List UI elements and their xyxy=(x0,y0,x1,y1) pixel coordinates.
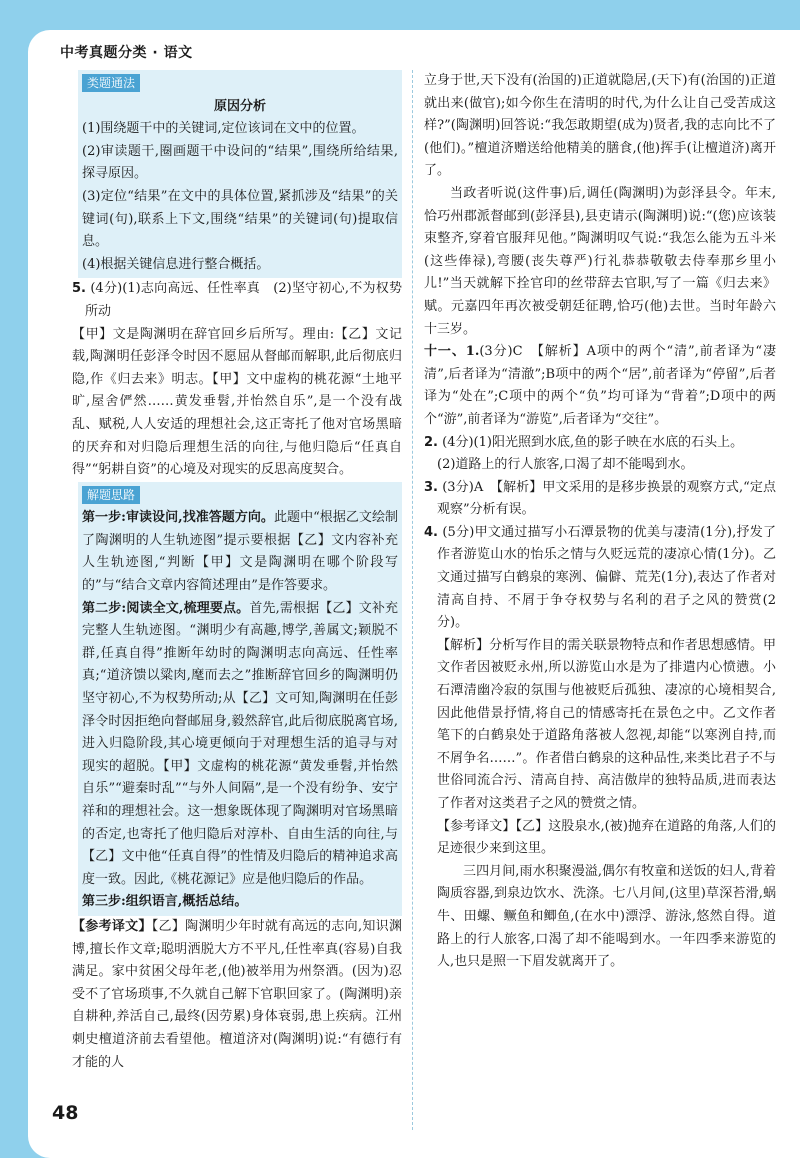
header-title: 中考真题分类 · 语文 xyxy=(60,45,193,61)
q5-answer: 5. (4分)(1)志向高远、任性率真 (2)坚守初心,不为权势所动 xyxy=(72,281,402,319)
column-divider xyxy=(412,70,413,1130)
reference-translation-para2: 当政者听说(这件事)后,调任(陶渊明)为彭泽县令。年末,恰巧州郡派督邮到(彭泽县),县吏请示(陶渊明)说:“(您)应该装束整齐,穿着官服拜见他。”陶渊明叹气说:“我怎么能为五斗米(这些俸禄),弯腰(丧失尊严)行礼恭恭敬敬去侍奉那乡里小儿!”当天就解下拴官印的丝带辞去官职,写了一篇《归去来》赋。元嘉四年再次被受朝廷征聘,恰巧(他)去世。当时年龄六十三岁。 xyxy=(424,185,776,337)
reference-translation: 【参考译文】【乙】陶渊明少年时就有高远的志向,知识渊博,擅长作文章;聪明洒脱大方不平凡,任性率真(容易)自我满足。家中贫困父母年老,(他)被举用为州祭酒。(因为)忍受不了官场琐事,不久就自己解下官职回家了。(陶渊明)亲自耕种,养活自己,最终(因劳累)身体衰弱,患上疾病。江州刺史檀道济前去看望他。檀道济对(陶渊明)说:“有德行有才能的人 xyxy=(72,918,402,1070)
method-tag: 类题通法 xyxy=(82,74,140,92)
page xyxy=(28,30,800,1158)
right-column xyxy=(424,70,776,974)
step3: 第三步:组织语言,概括总结。 xyxy=(82,894,248,910)
step1: 第一步:审读设问,找准答题方向。此题中“根据乙文绘制了陶渊明的人生轨迹图”提示要根据【乙】文内容补充人生轨迹图,“判断【甲】文是陶渊明在哪个阶段写的”与“结合文章内容简述理由”是作答要求。 xyxy=(82,510,398,594)
q11-2: 2. (4分)(1)阳光照到水底,鱼的影子映在水底的石头上。 xyxy=(424,434,744,450)
q11-1: 十一、1.(3分)C 【解析】A项中的两个“清”,前者译为“凄清”,后者译为“清澈”;B项中的两个“居”,前者译为“停留”,后者译为“处在”;C项中的两个“负”均可译为“背着”;D项中的两个“游”,前者译为“游览”,后者译为“交往”。 xyxy=(424,344,776,427)
q5-number: 5. xyxy=(72,281,86,297)
reference-translation-2: 【参考译文】【乙】这股泉水,(被)抛弃在道路的角落,人们的足迹很少来到这里。 xyxy=(437,818,776,857)
method-step: (2)审读题干,圈画题干中设问的“结果”,围绕所给结果,探寻原因。 xyxy=(82,143,398,182)
q11-3: 3. (3分)A 【解析】甲文采用的是移步换景的观察方式,“定点观察”分析有误。 xyxy=(424,479,776,518)
left-column xyxy=(72,70,402,1074)
section-eleven-label: 十一、 xyxy=(424,344,466,360)
q5-explain: 【甲】文是陶渊明在辞官回乡后所写。理由:【乙】文记载,陶渊明任彭泽令时因不愿屈从督邮而解职,此后彻底归隐,作《归去来》明志。【甲】文中虚构的桃花源“土地平旷,屋舍俨然……黄发垂髫,并怡然自乐”,是一个没有战乱、赋税,人人安适的理想社会,这正寄托了他对官场黑暗的厌弃和对归隐后理想生活的向往,与他归隐后“任真自得”“躬耕自资”的心境及对现实的反思高度契合。 xyxy=(72,326,402,478)
method-step: (4)根据关键信息进行整合概括。 xyxy=(82,256,270,272)
q11-4: 4. (5分)甲文通过描写小石潭景物的优美与凄清(1分),抒发了作者游览山水的怡乐之情与久贬远荒的凄凉心情(1分)。乙文通过描写白鹤泉的寒洌、偏僻、荒芜(1分),表达了作者对清高自持、不屑于争夺权势与名利的君子之风的赞赏(2分)。 xyxy=(424,524,776,631)
method-title: 原因分析 xyxy=(213,98,266,114)
page-number: 48 xyxy=(52,1102,79,1124)
step2: 第二步:阅读全文,梳理要点。首先,需根据【乙】文补充完整人生轨迹图。“渊明少有高趣,博学,善属文;颖脱不群,任真自得”推断年幼时的陶渊明志向高远、任性率真;“道济馈以粱肉,麾而去之”推断辞官回乡的陶渊明仍坚守初心,不为权势所动;从【乙】文可知,陶渊明在任彭泽令时因拒绝向督邮屈身,毅然辞官,此后彻底脱离官场,进入归隐阶段,其心境更倾向于对理想生活的追寻与对现实的超脱。【甲】文虚构的桃花源“黄发垂髫,并怡然自乐”“避秦时乱”“与外人间隔”,是一个没有纷争、安宁祥和的理想社会。这一想象既体现了陶渊明对官场黑暗的否定,也寄托了他归隐后对淳朴、自由生活的向往,与【乙】文中他“任真自得”的性情及归隐后的精神追求高度一致。因此,《桃花源记》应是他归隐后的作品。 xyxy=(82,600,398,887)
reference-translation-2-para2: 三四月间,雨水积聚漫溢,偶尔有牧童和送饭的妇人,背着陶质容器,到泉边饮水、洗涤。七八月间,(这里)草深苔滑,蜗牛、田螺、鳜鱼和鲫鱼,(在水中)漂浮、游泳,悠然自得。道路上的行人旅客,口渴了却不能喝到水。一年四季来游览的人,也只是照一下眉发就离开了。 xyxy=(437,863,776,970)
method-box xyxy=(78,70,402,278)
think-box xyxy=(78,482,402,916)
think-tag: 解题思路 xyxy=(82,486,140,504)
q11-2-part2: (2)道路上的行人旅客,口渴了却不能喝到水。 xyxy=(437,457,694,473)
method-step: (3)定位“结果”在文中的具体位置,紧抓涉及“结果”的关键词(句),联系上下文,围绕“结果”的关键词(句)提取信息。 xyxy=(82,188,398,250)
reference-translation-cont: 立身于世,天下没有(治国的)正道就隐居,(天下)有(治国的)正道就出来(做官);如今你生在清明的时代,为什么让自己受苦成这样?”(陶渊明)回答说:“我怎敢期望(成为)贤者,我的志向比不了(他们)。”檀道济赠送给他精美的膳食,(他)挥手(让檀道济)离开了。 xyxy=(424,73,776,179)
q11-4-explain: 【解析】分析写作目的需关联景物特点和作者思想感情。甲文作者因被贬永州,所以游览山水是为了排遣内心愤懑。小石潭清幽冷寂的氛围与他被贬后孤独、凄凉的心境相契合,因此他借景抒情,将自己的情感寄托在景色之中。乙文作者笔下的白鹤泉处于道路角落被人忽视,却能“以寒洌自持,而不屑争名……”。作者借白鹤泉的这种品性,来类比君子不与世俗同流合污、清高自持、高洁傲岸的独特品质,进而表达了作者对这类君子之风的赞赏之情。 xyxy=(437,637,776,811)
method-step: (1)围绕题干中的关键词,定位该词在文中的位置。 xyxy=(82,121,365,137)
